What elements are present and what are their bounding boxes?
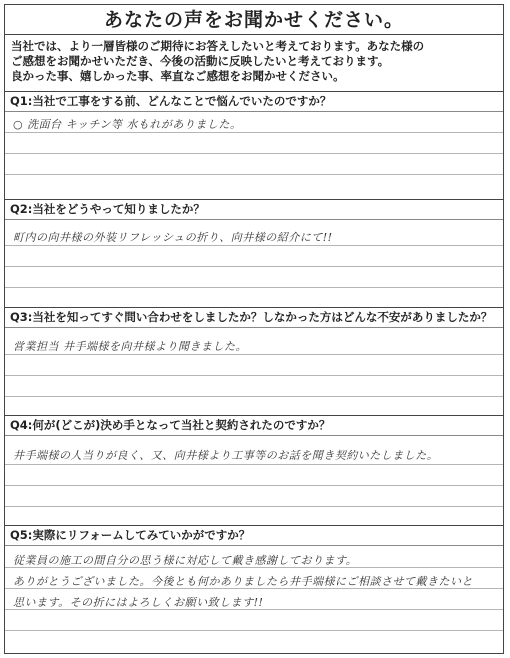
question-label-1: Q1:当社で工事をする前、どんなことで悩んでいたのですか？ xyxy=(5,92,503,112)
intro-line: 当社では、より一層皆様のご期待にお答えしたいと考えております。あなた様の xyxy=(11,39,425,53)
answer-area-2 xyxy=(5,220,503,308)
answer-line xyxy=(5,266,503,267)
answer-line xyxy=(5,174,503,175)
question-section-4 xyxy=(5,415,503,525)
answer-area-4 xyxy=(5,436,503,526)
answer-line xyxy=(5,396,503,397)
answer-line xyxy=(5,245,503,246)
handwritten-answer-5-line-2: ありがとうございました。今後とも何かありましたら井手端様にご相談させて戴きたいと xyxy=(13,575,473,588)
question-section-2 xyxy=(5,199,503,307)
handwritten-answer-5-line-1: 従業員の施工の間自分の思う様に対応して戴き感謝しております。 xyxy=(13,554,358,567)
answer-area-5 xyxy=(5,546,503,654)
answer-line xyxy=(5,485,503,486)
handwritten-answer-5-line-3: 思います。その折にはよろしくお願い致します!! xyxy=(13,596,264,609)
question-section-1 xyxy=(5,91,503,199)
answer-line xyxy=(5,630,503,631)
answer-line xyxy=(5,506,503,507)
answer-line xyxy=(5,153,503,154)
question-section-3 xyxy=(5,307,503,415)
intro-line: ご感想をお聞かせいただき、今後の活動に反映したいと考えております。 xyxy=(11,54,390,68)
intro-text xyxy=(11,39,501,84)
handwritten-answer-3: 営業担当 井手端様を向井様より聞きました。 xyxy=(13,340,247,353)
page-title: あなたの声をお聞かせください。 xyxy=(5,5,503,35)
answer-line xyxy=(5,132,503,133)
answer-area-3 xyxy=(5,328,503,416)
question-label-2: Q2:当社をどうやって知りましたか？ xyxy=(5,200,503,220)
intro-line: 良かった事、嬉しかった事、率直なご感想をお聞かせください。 xyxy=(11,69,345,83)
answer-line xyxy=(5,464,503,465)
handwritten-answer-4: 井手端様の人当りが良く、又、向井様より工事等のお話を聞き契約いたしました。 xyxy=(13,449,439,462)
question-label-4: Q4:何が(どこが)決め手となって当社と契約されたのですか？ xyxy=(5,416,503,436)
handwritten-answer-2: 町内の向井様の外装リフレッシュの折り、向井様の紹介にて!! xyxy=(13,231,333,244)
handwritten-answer-1: ○ 洗面台 キッチン等 水もれがありました。 xyxy=(13,118,242,131)
survey-sheet xyxy=(4,4,504,654)
question-label-5: Q5:実際にリフォームしてみていかがですか？ xyxy=(5,526,503,546)
answer-line xyxy=(5,287,503,288)
answer-line xyxy=(5,375,503,376)
question-section-5 xyxy=(5,525,503,653)
question-label-3: Q3:当社を知ってすぐ問い合わせをしましたか？しなかった方はどんな不安がありましたか？ xyxy=(5,308,503,328)
answer-area-1 xyxy=(5,112,503,200)
answer-line xyxy=(5,354,503,355)
